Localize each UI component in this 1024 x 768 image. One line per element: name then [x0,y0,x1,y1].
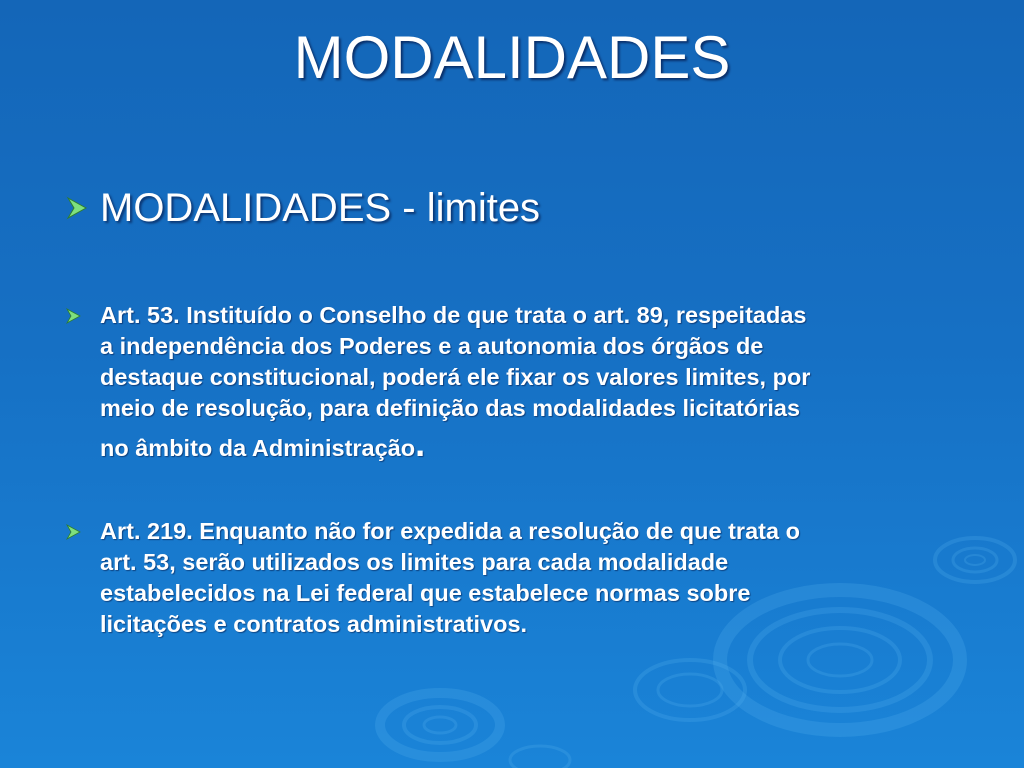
art-219-line: Art. 219. Enquanto não for expedida a resolução de que trata o [100,518,800,544]
art-53-line: meio de resolução, para definição das modalidades licitatórias [100,395,801,421]
art-53-line: a independência dos Poderes e a autonomia dos órgãos de [100,333,764,359]
art-219-line: licitações e contratos administrativos. [100,611,528,637]
art-53-text [100,300,810,464]
main-bullet-text: MODALIDADES - limites [100,186,541,230]
art-53-line: no âmbito da Administração [100,435,416,461]
main-bullet [64,186,964,230]
art-53-line: Art. 53. Instituído o Conselho de que trata o art. 89, respeitadas [100,302,807,328]
art-53-bullet [64,300,974,464]
art-53-end-mark: . [415,423,426,464]
art-219-line: estabelecidos na Lei federal que estabelece normas sobre [100,580,751,606]
art-53-line: destaque constitucional, poderá ele fixar os valores limites, por [100,364,811,390]
arrow-bullet-icon [64,516,100,547]
arrow-bullet-icon [64,300,100,331]
arrow-bullet-icon [64,186,100,230]
art-219-bullet [64,516,974,640]
slide-title: MODALIDADES [293,24,731,91]
art-219-line: art. 53, serão utilizados os limites para cada modalidade [100,549,729,575]
art-219-text [100,516,800,640]
art-53-last-line [100,423,810,464]
